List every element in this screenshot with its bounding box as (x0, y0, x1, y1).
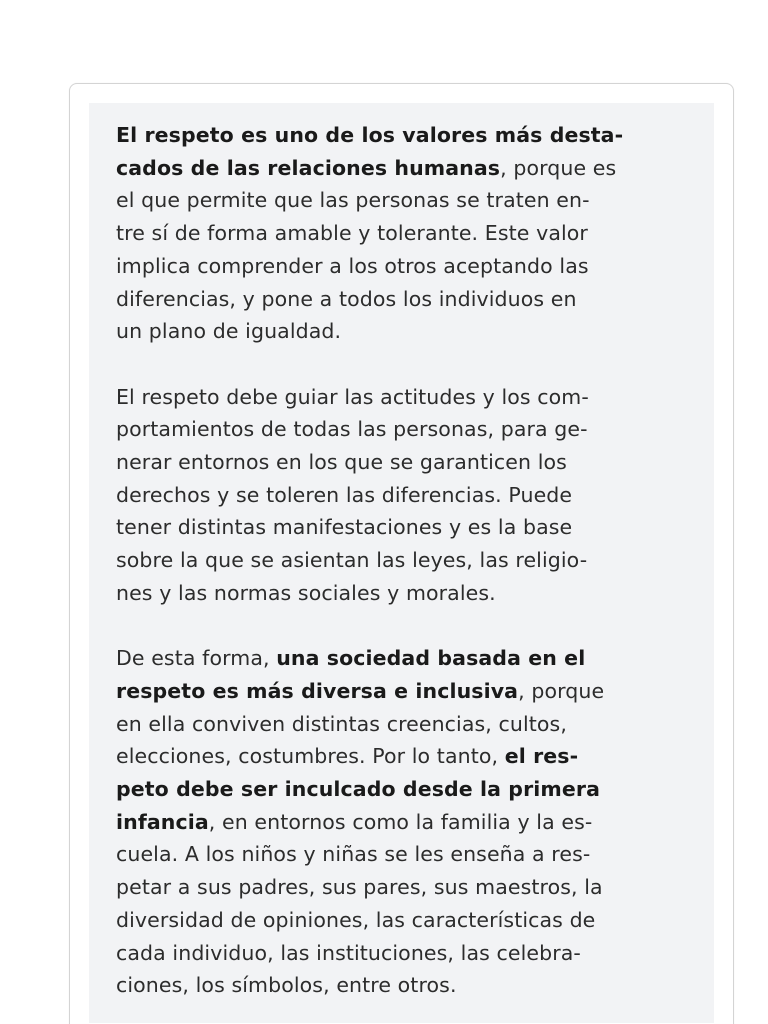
text-run: De esta forma, (116, 646, 277, 671)
text-line (116, 740, 698, 773)
article-text-panel (89, 103, 714, 1023)
text-run: nes y las normas sociales y morales. (116, 580, 496, 605)
text-run: , en entornos como la familia y la es- (208, 809, 593, 834)
text-line (116, 381, 698, 414)
text-line (116, 413, 698, 446)
article-paragraph (116, 119, 698, 348)
bold-text-run: el res- (504, 744, 579, 769)
text-line (116, 708, 698, 741)
text-run: cuela. A los niños y niñas se les enseña a res- (116, 842, 591, 867)
text-run: , porque (518, 678, 605, 703)
text-run: derechos y se toleren las diferencias. Puede (116, 482, 573, 507)
text-run: elecciones, costumbres. Por lo tanto, (116, 744, 505, 769)
text-run: , porque es (500, 155, 617, 180)
text-run: ciones, los símbolos, entre otros. (116, 973, 457, 998)
text-line (116, 642, 698, 675)
text-line (116, 937, 698, 970)
text-line (116, 283, 698, 316)
text-line (116, 479, 698, 512)
text-line (116, 577, 698, 610)
text-run: el que permite que las personas se traten en- (116, 188, 590, 213)
bold-text-run: peto debe ser inculcado desde la primera (116, 777, 601, 802)
text-line (116, 184, 698, 217)
article-body (116, 119, 714, 1002)
text-run: cada individuo, las instituciones, las celebra- (116, 940, 581, 965)
bold-text-run: cados de las relaciones humanas (116, 155, 501, 180)
text-run: sobre la que se asientan las leyes, las religio- (116, 548, 588, 573)
text-run: portamientos de todas las personas, para ge- (116, 417, 588, 442)
article-paragraph (116, 381, 698, 610)
text-run: tener distintas manifestaciones y es la base (116, 515, 573, 540)
text-run: El respeto debe guiar las actitudes y los com- (116, 384, 589, 409)
text-line (116, 446, 698, 479)
text-line (116, 217, 698, 250)
bold-text-run: infancia (116, 809, 209, 834)
text-line (116, 675, 698, 708)
text-line (116, 119, 698, 152)
text-line (116, 806, 698, 839)
text-line (116, 511, 698, 544)
text-line (116, 315, 698, 348)
text-line (116, 773, 698, 806)
bold-text-run: El respeto es uno de los valores más desta- (116, 123, 624, 147)
text-line (116, 904, 698, 937)
text-line (116, 871, 698, 904)
text-run: un plano de igualdad. (116, 319, 342, 344)
text-line (116, 544, 698, 577)
text-run: implica comprender a los otros aceptando las (116, 253, 589, 278)
text-run: en ella conviven distintas creencias, cultos, (116, 711, 567, 736)
bold-text-run: una sociedad basada en el (276, 646, 586, 671)
bold-text-run: respeto es más diversa e inclusiva (116, 678, 519, 703)
text-line (116, 969, 698, 1002)
text-run: tre sí de forma amable y tolerante. Este valor (116, 221, 588, 246)
text-line (116, 838, 698, 871)
text-run: diferencias, y pone a todos los individuos en (116, 286, 577, 311)
text-run: diversidad de opiniones, las características de (116, 907, 596, 932)
article-card (69, 83, 734, 1024)
text-line (116, 250, 698, 283)
text-run: petar a sus padres, sus pares, sus maestros, la (116, 875, 603, 900)
text-run: nerar entornos en los que se garanticen los (116, 450, 567, 475)
text-line (116, 152, 698, 185)
article-paragraph (116, 642, 698, 1002)
